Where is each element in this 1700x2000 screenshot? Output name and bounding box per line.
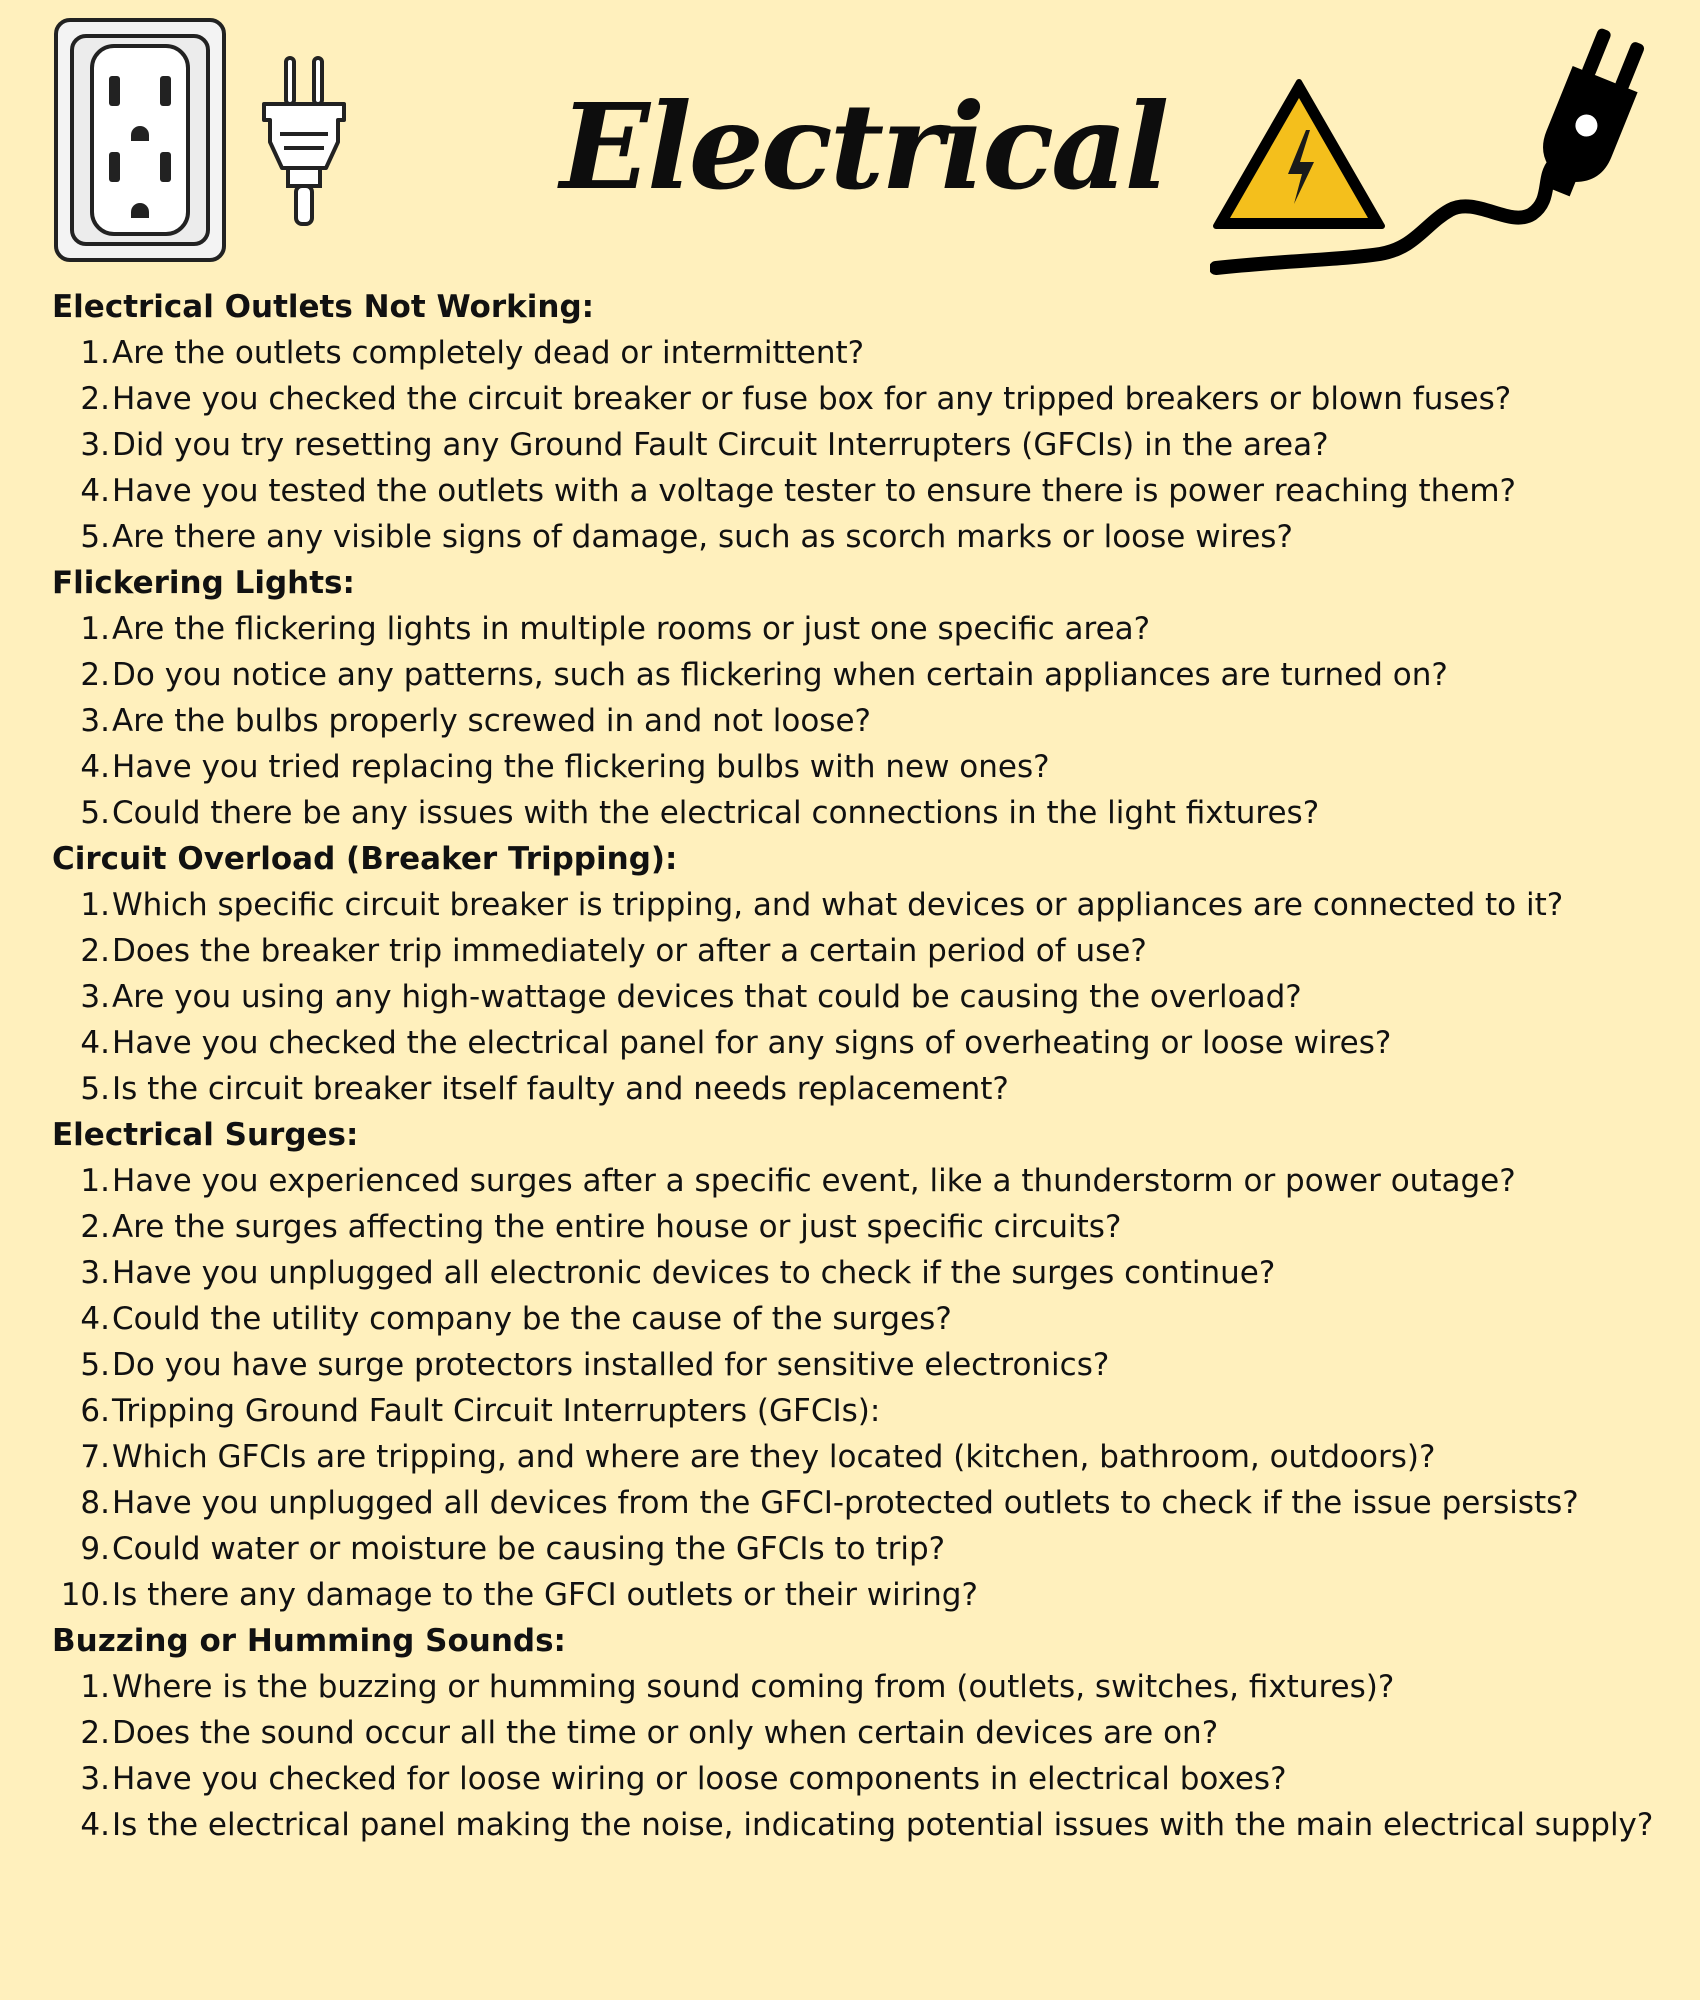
list-item <box>52 1388 1672 1434</box>
list-item-number: 5. <box>80 519 110 555</box>
electrical-outlet-icon <box>52 16 228 264</box>
list-item-number: 1. <box>80 611 110 647</box>
list-item-text: Are the surges affecting the entire house or just specific circuits? <box>112 1209 1122 1245</box>
list-item-text: Does the breaker trip immediately or after a certain period of use? <box>112 933 1147 969</box>
list-item-number: 3. <box>80 1255 110 1291</box>
list-item-text: Which GFCIs are tripping, and where are they located (kitchen, bathroom, outdoors)? <box>112 1439 1436 1475</box>
list-item <box>52 652 1672 698</box>
list-item <box>52 1158 1672 1204</box>
list-item-number: 8. <box>80 1485 110 1521</box>
section <box>52 1618 1672 1848</box>
list-item-number: 1. <box>80 335 110 371</box>
list-item-number: 1. <box>80 887 110 923</box>
list-item-number: 5. <box>80 795 110 831</box>
list-item <box>52 1204 1672 1250</box>
list-item-number: 1. <box>80 1163 110 1199</box>
list-item-text: Are the bulbs properly screwed in and not loose? <box>112 703 871 739</box>
list-item-text: Are there any visible signs of damage, such as scorch marks or loose wires? <box>112 519 1293 555</box>
list-item-text: Have you checked for loose wiring or loose components in electrical boxes? <box>112 1761 1287 1797</box>
list-item-text: Tripping Ground Fault Circuit Interrupters (GFCIs): <box>112 1393 881 1429</box>
list-item <box>52 1480 1672 1526</box>
list-item <box>52 1250 1672 1296</box>
list-item-text: Are the flickering lights in multiple rooms or just one specific area? <box>112 611 1151 647</box>
list-item <box>52 1296 1672 1342</box>
section-title: Electrical Surges: <box>52 1117 359 1153</box>
list-item <box>52 1342 1672 1388</box>
section <box>52 1112 1672 1618</box>
list-item-text: Have you checked the electrical panel for any signs of overheating or loose wires? <box>112 1025 1392 1061</box>
list-item-text: Which specific circuit breaker is tripping, and what devices or appliances are connected to it? <box>112 887 1564 923</box>
list-item <box>52 1434 1672 1480</box>
list-item <box>52 606 1672 652</box>
section-title: Buzzing or Humming Sounds: <box>52 1623 566 1659</box>
list-item-text: Have you unplugged all devices from the GFCI-protected outlets to check if the issue persists? <box>112 1485 1579 1521</box>
list-item-text: Do you have surge protectors installed for sensitive electronics? <box>112 1347 1110 1383</box>
list-item-number: 9. <box>80 1531 110 1567</box>
section-title: Electrical Outlets Not Working: <box>52 289 595 325</box>
section-title: Circuit Overload (Breaker Tripping): <box>52 841 678 877</box>
list-item <box>52 1066 1672 1112</box>
list-item-number: 2. <box>80 1715 110 1751</box>
list-item-number: 4. <box>80 1807 110 1843</box>
list-item-number: 5. <box>80 1347 110 1383</box>
list-item-number: 10. <box>60 1577 110 1613</box>
page-title: Electrical <box>560 77 1167 216</box>
list-item <box>52 1572 1672 1618</box>
list-item-text: Could the utility company be the cause of the surges? <box>112 1301 952 1337</box>
list-item-text: Is the circuit breaker itself faulty and needs replacement? <box>112 1071 1009 1107</box>
list-item-text: Have you tested the outlets with a voltage tester to ensure there is power reaching them? <box>112 473 1517 509</box>
section <box>52 836 1672 1112</box>
troubleshooting-list <box>52 284 1672 1848</box>
section <box>52 560 1672 836</box>
list-item-text: Have you tried replacing the flickering bulbs with new ones? <box>112 749 1050 785</box>
list-item-text: Where is the buzzing or humming sound coming from (outlets, switches, fixtures)? <box>112 1669 1395 1705</box>
list-item-text: Have you unplugged all electronic devices to check if the surges continue? <box>112 1255 1276 1291</box>
list-item-number: 4. <box>80 1025 110 1061</box>
list-item <box>52 1710 1672 1756</box>
list-item <box>52 882 1672 928</box>
list-item <box>52 790 1672 836</box>
list-item <box>52 1756 1672 1802</box>
list-item-number: 3. <box>80 427 110 463</box>
list-item <box>52 1802 1672 1848</box>
list-item-number: 5. <box>80 1071 110 1107</box>
list-item-number: 2. <box>80 1209 110 1245</box>
list-item-number: 2. <box>80 381 110 417</box>
list-item <box>52 422 1672 468</box>
list-item <box>52 744 1672 790</box>
list-item-number: 3. <box>80 979 110 1015</box>
list-item-number: 3. <box>80 1761 110 1797</box>
list-item-number: 7. <box>80 1439 110 1475</box>
list-item-number: 2. <box>80 933 110 969</box>
list-item-number: 6. <box>80 1393 110 1429</box>
list-item-text: Could water or moisture be causing the GFCIs to trip? <box>112 1531 946 1567</box>
list-item <box>52 928 1672 974</box>
list-item <box>52 974 1672 1020</box>
list-item-text: Are the outlets completely dead or intermittent? <box>112 335 865 371</box>
list-item-number: 4. <box>80 473 110 509</box>
plug-icon <box>258 52 350 230</box>
list-item <box>52 514 1672 560</box>
list-item <box>52 330 1672 376</box>
list-item-text: Is the electrical panel making the noise, indicating potential issues with the main electrical supply? <box>112 1807 1654 1843</box>
list-item-number: 3. <box>80 703 110 739</box>
section <box>52 284 1672 560</box>
list-item-number: 2. <box>80 657 110 693</box>
list-item <box>52 1526 1672 1572</box>
list-item-number: 1. <box>80 1669 110 1705</box>
high-voltage-warning-icon <box>1210 76 1388 232</box>
list-item-text: Does the sound occur all the time or only when certain devices are on? <box>112 1715 1219 1751</box>
list-item-text: Is there any damage to the GFCI outlets or their wiring? <box>112 1577 978 1613</box>
list-item-text: Could there be any issues with the electrical connections in the light fixtures? <box>112 795 1320 831</box>
list-item-text: Have you experienced surges after a specific event, like a thunderstorm or power outage? <box>112 1163 1516 1199</box>
header <box>0 0 1700 290</box>
list-item <box>52 376 1672 422</box>
list-item <box>52 698 1672 744</box>
list-item-text: Have you checked the circuit breaker or fuse box for any tripped breakers or blown fuses? <box>112 381 1512 417</box>
section-title: Flickering Lights: <box>52 565 355 601</box>
list-item-text: Did you try resetting any Ground Fault Circuit Interrupters (GFCIs) in the area? <box>112 427 1329 463</box>
list-item <box>52 468 1672 514</box>
list-item-number: 4. <box>80 749 110 785</box>
list-item <box>52 1664 1672 1710</box>
list-item-number: 4. <box>80 1301 110 1337</box>
list-item-text: Do you notice any patterns, such as flickering when certain appliances are turned on? <box>112 657 1448 693</box>
list-item-text: Are you using any high-wattage devices that could be causing the overload? <box>112 979 1302 1015</box>
list-item <box>52 1020 1672 1066</box>
